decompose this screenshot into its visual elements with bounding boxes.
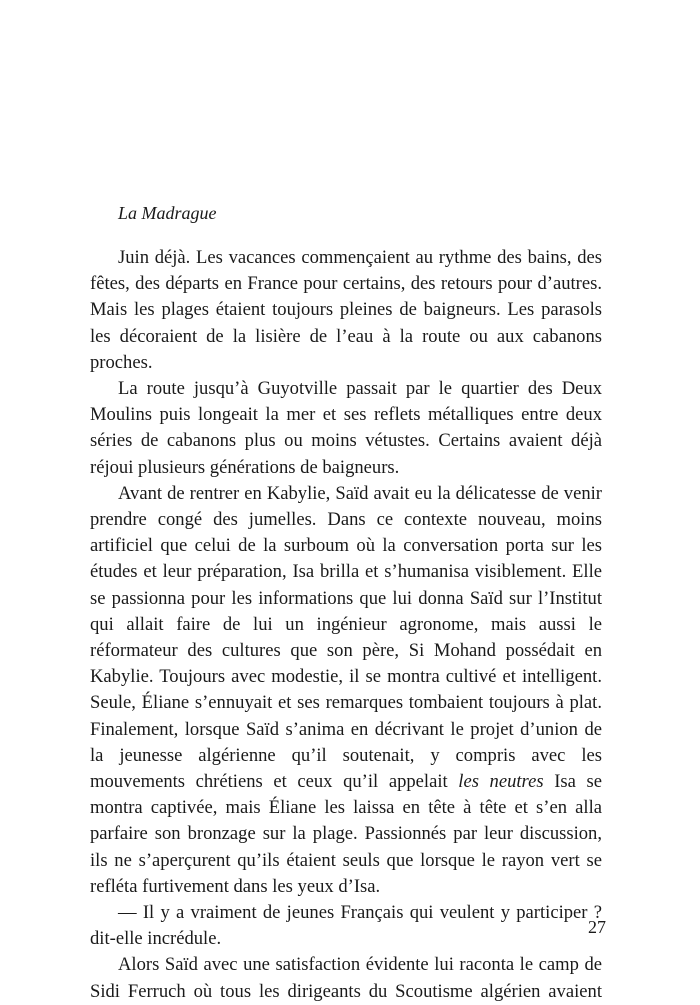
italic-text-run: les neutres [458,771,544,793]
paragraph [90,376,602,481]
paragraph [90,481,602,900]
paragraph [90,952,602,1004]
text-run: Avant de rentrer en Kabylie, Saïd avait eu la délicatesse de venir prendre congé des jumelles. Dans ce contexte nouveau, moins artificiel que celui de la surboum où la conversation porta sur les études et leur préparation, Isa brilla et s’humanisa visiblement. Elle se passionna pour les informations que lui donna Saïd sur l’Institut qui allait faire de lui un ingénieur agronome, mais aussi le réformateur des cultures que son père, Si Mohand possédait en Kabylie. Toujours avec modestie, il se montra cultivé et intelligent. Seule, Éliane s’ennuyait et ses remarques tombaient toujours à plat. Finalement, lorsque Saïd s’anima en décrivant le projet d’union de la jeunesse algérienne qu’il soutenait, y compris avec les mouvements chrétiens et ceux qu’il appelait [90,482,602,793]
text-run: Alors Saïd avec une satisfaction évidente lui raconta le camp de Sidi Ferruch où tous les dirigeants du Scoutisme algérien avaient [90,954,602,1002]
text-run: La route jusqu’à Guyotville passait par le quartier des Deux Moulins puis longeait la mer et ses reflets métalliques entre deux séries de cabanons plus ou moins vétustes. Certains avaient déjà réjoui plusieurs générations de baigneurs. [90,378,602,478]
text-run: Isa se montra captivée, mais Éliane les laissa en tête à tête et s’en alla parfaire son bronzage sur la plage. Passionnés par leur discussion, ils ne s’aperçurent qu’ils étaient seuls que lorsque le rayon vert se refléta furtivement dans les yeux d’Isa. [90,771,602,897]
text-run: Juin déjà. Les vacances commençaient au rythme des bains, des fêtes, des départs en France pour certains, des retours pour d’autres. Mais les plages étaient toujours pleines de baigneurs. Les parasols les décoraient de la lisière de l’eau à la route ou aux cabanons proches. [90,247,602,373]
body-text [90,245,602,1005]
chapter-title: La Madrague [118,203,217,223]
page-number: 27 [588,917,606,937]
text-run: — Il y a vraiment de jeunes Français qui veulent y participer ? dit-elle incrédule. [90,902,602,950]
paragraph [90,245,602,376]
dialogue-paragraph [90,900,602,952]
